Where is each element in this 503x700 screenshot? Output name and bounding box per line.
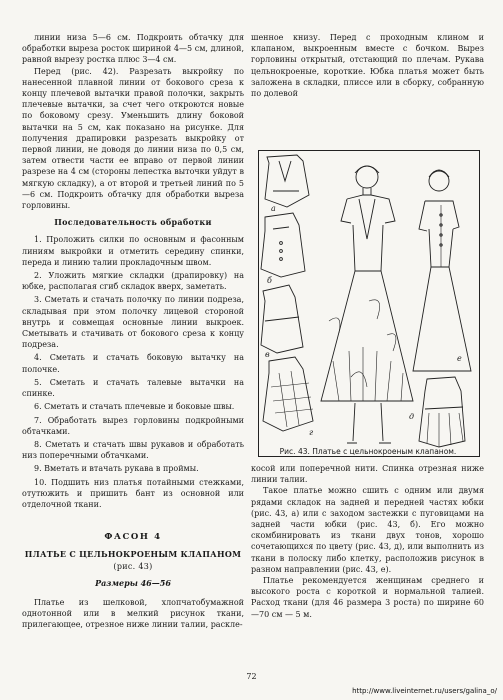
list-item: 1. Проложить силки по основным и фасонным линиям выкройки и отметить середину спинки, переда и линию талии прокладочным швом. [22, 235, 244, 267]
list-item: 8. Сметать и стачать швы рукавов и обработать низ поперечными обтачками. [22, 439, 244, 461]
model-heading: ПЛАТЬЕ С ЦЕЛЬНОКРОЕНЫМ КЛАПАНОМ [24, 549, 242, 560]
figure-label-b: б [267, 276, 272, 285]
paragraph: Такое платье можно сшить с одним или двумя рядами складок на задней и передней частях юбки (рис. 43, а) или с заходом застежки с пуговицами на задней части юбки (рис. 43, б). Его можно скомбинировать из ткани двух тонов, хорошо сочетающихся по цвету (рис. 43, д), или выполнить из ткани в полоску либо клетку, расположив рисунок в разном направлении (рис. 43, е). [251, 486, 484, 574]
steps-list [22, 234, 244, 510]
right-top-column [251, 32, 484, 99]
right-bottom-column [251, 463, 484, 620]
figure-label-f: е [457, 354, 462, 363]
paragraph: линии низа 5—6 см. Подкроить обтачку для обработки выреза росток шириной 4—5 см, длиной, равной вырезу ростка плюс 3—4 см. [22, 33, 244, 65]
figure-label-d: г [309, 428, 314, 437]
sizes-heading: Размеры 46—56 [95, 577, 171, 588]
page-number: 72 [246, 672, 257, 681]
paragraph: косой или поперечной нити. Спинка отрезная ниже линии талии. [251, 464, 484, 485]
paragraph: Платье рекомендуется женщинам среднего и высокого роста с короткой и нормальной талией. Расход ткани (для 46 размера 3 роста) по ширине 60—70 см — 5 м. [251, 576, 484, 619]
paragraph: Платье из шелковой, хлопчатобумажной однотонной или в мелкий рисунок ткани, прилегающее, отрезное ниже линии талии, раскле- [22, 597, 244, 630]
sequence-heading: Последовательность обработки [54, 217, 212, 228]
dress-illustration [258, 150, 480, 457]
list-item: 6. Сметать и стачать плечевые и боковые швы. [34, 402, 235, 412]
paragraph: Перед (рис. 42). Разрезать выкройку по нанесенной плавной линии от бокового среза к концу плечевой вытачки правой полочки, закрыть плечевые вытачки, за счет чего откроются новые по боковому срезу. Уменьшить длину боковой вытачки на 5 см, как показано на рисунке. Для получения драпировки разрезать выкройку от первой линии, не доводя до линии низа по 0,5 см, затем отвести части ее вправо от первой линии разрезе на 4 см (стороны лепестка выточки уйдут в мягкую складку), а от второй и третьей линий по 5—6 см. Подкроить обтачку для обработки выреза горловины. [22, 66, 244, 211]
left-column [22, 32, 244, 631]
list-item: 4. Сметать и стачать боковую вытачку на полочке. [22, 353, 244, 374]
figure-label-a: а [271, 204, 276, 213]
list-item: 7. Обработать вырез горловины подкройными обтачками. [22, 415, 244, 436]
list-item: 3. Сметать и стачать полочку по линии подреза, складывая при этом полочку лицевой стороной внутрь и совмещая основные линии выкроек. Сметывать и стачивать от бокового среза к концу подреза. [22, 295, 244, 350]
dress-drawing [259, 151, 479, 456]
figure-reference: (рис. 43) [113, 561, 153, 571]
list-item: 2. Уложить мягкие складки (драпировку) на юбке, располагая сгиб складок вверх, заметать. [22, 271, 244, 292]
paragraph: шенное книзу. Перед с проходным клином и клапаном, выкроенным вместе с бочком. Вырез горловины открытый, отстающий по плечам. Рукава цельнокроеные, короткие. Юбка платья может быть заложена в складки, плиссе или в сборку, собранную по долевой [251, 33, 484, 99]
figure-caption: Рис. 43. Платье с цельнокроеным клапаном. [279, 447, 457, 456]
list-item: 9. Вметать и втачать рукава в проймы. [34, 464, 199, 474]
list-item: 5. Сметать и стачать талевые вытачки на спинке. [22, 377, 244, 399]
figure-label-e: д [409, 412, 415, 421]
list-item: 10. Подшить низ платья потайными стежками, отутюжить и пришить бант из основной или отделочной ткани. [22, 477, 244, 509]
fason-heading: ФАСОН 4 [104, 532, 162, 543]
footer-url: http://www.liveinternet.ru/users/galina_o/ [352, 687, 497, 695]
figure-label-c: в [265, 350, 270, 359]
